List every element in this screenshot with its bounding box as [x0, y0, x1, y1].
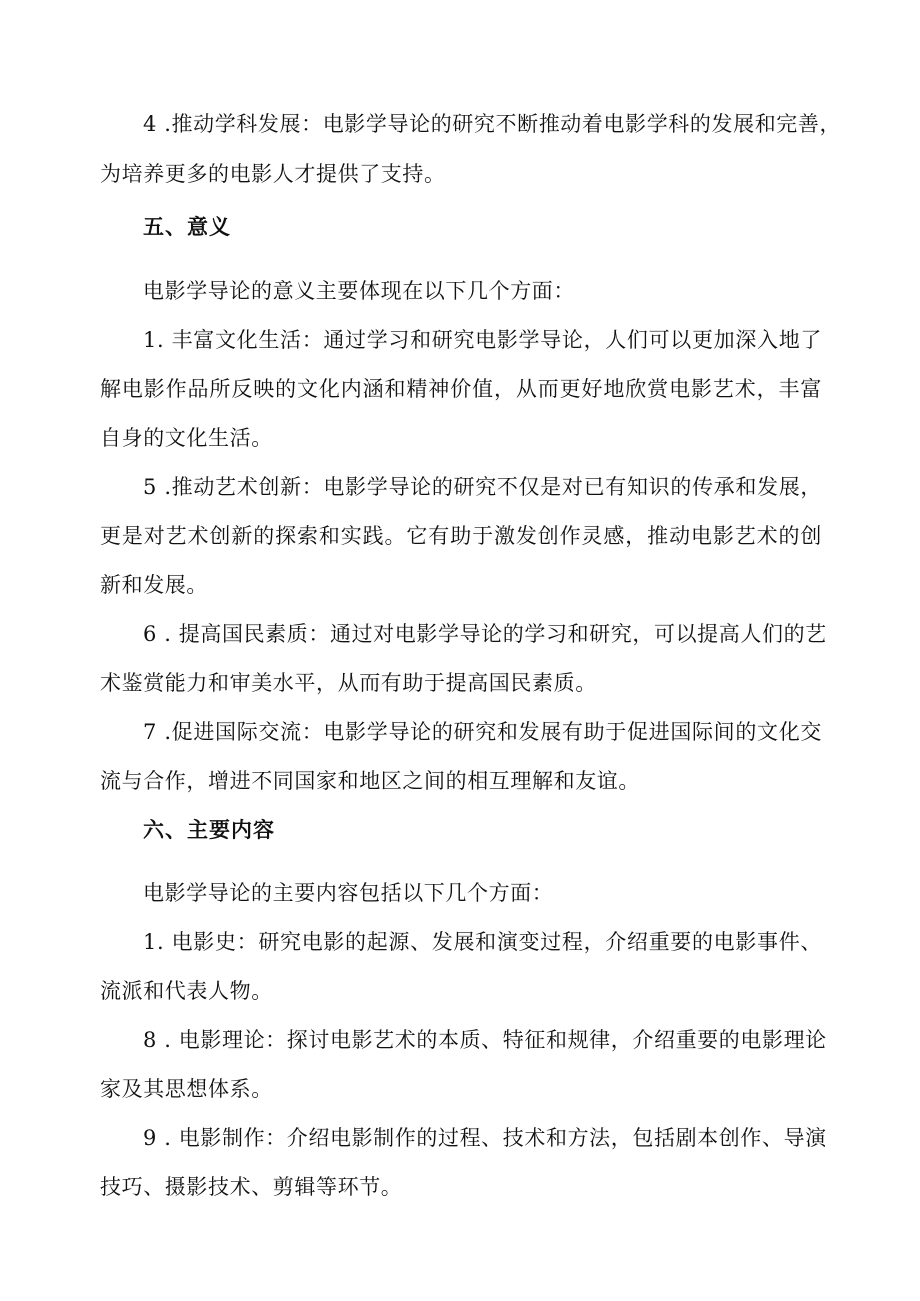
paragraph-line: 新和发展。	[100, 573, 208, 597]
section-heading: 六、主要内容	[143, 818, 275, 842]
paragraph-line: 自身的文化生活。	[100, 426, 273, 450]
paragraph-line: 家及其思想体系。	[100, 1077, 273, 1101]
paragraph-line: 7 .促进国际交流：电影学导论的研究和发展有助于促进国际间的文化交	[143, 720, 822, 744]
paragraph-line: 6 . 提高国民素质：通过对电影学导论的学习和研究，可以提高人们的艺	[143, 622, 827, 646]
paragraph-line: 电影学导论的意义主要体现在以下几个方面：	[143, 279, 575, 303]
paragraph-line: 9 . 电影制作：介绍电影制作的过程、技术和方法，包括剧本创作、导演	[143, 1126, 827, 1150]
paragraph-line: 技巧、摄影技术、剪辑等环节。	[100, 1175, 403, 1199]
paragraph-line: 1. 丰富文化生活：通过学习和研究电影学导论，人们可以更加深入地了	[143, 328, 822, 352]
paragraph-line: 1. 电影史：研究电影的起源、发展和演变过程，介绍重要的电影事件、	[143, 930, 822, 954]
paragraph-line: 流派和代表人物。	[100, 979, 273, 1003]
paragraph-line: 8 . 电影理论：探讨电影艺术的本质、特征和规律，介绍重要的电影理论	[143, 1028, 827, 1052]
paragraph-line: 4 .推动学科发展：电影学导论的研究不断推动着电影学科的发展和完善，	[143, 112, 842, 136]
paragraph-line: 5 .推动艺术创新：电影学导论的研究不仅是对已有知识的传承和发展，	[143, 475, 822, 499]
paragraph-line: 电影学导论的主要内容包括以下几个方面：	[143, 881, 554, 905]
paragraph-line: 更是对艺术创新的探索和实践。它有助于激发创作灵感，推动电影艺术的创	[100, 524, 822, 548]
paragraph-line: 为培养更多的电影人才提供了支持。	[100, 162, 446, 186]
paragraph-line: 流与合作，增进不同国家和地区之间的相互理解和友谊。	[100, 769, 640, 793]
paragraph-line: 术鉴赏能力和审美水平，从而有助于提高国民素质。	[100, 671, 597, 695]
paragraph-line: 解电影作品所反映的文化内涵和精神价值，从而更好地欣赏电影艺术，丰富	[100, 377, 822, 401]
section-heading: 五、意义	[143, 215, 231, 239]
